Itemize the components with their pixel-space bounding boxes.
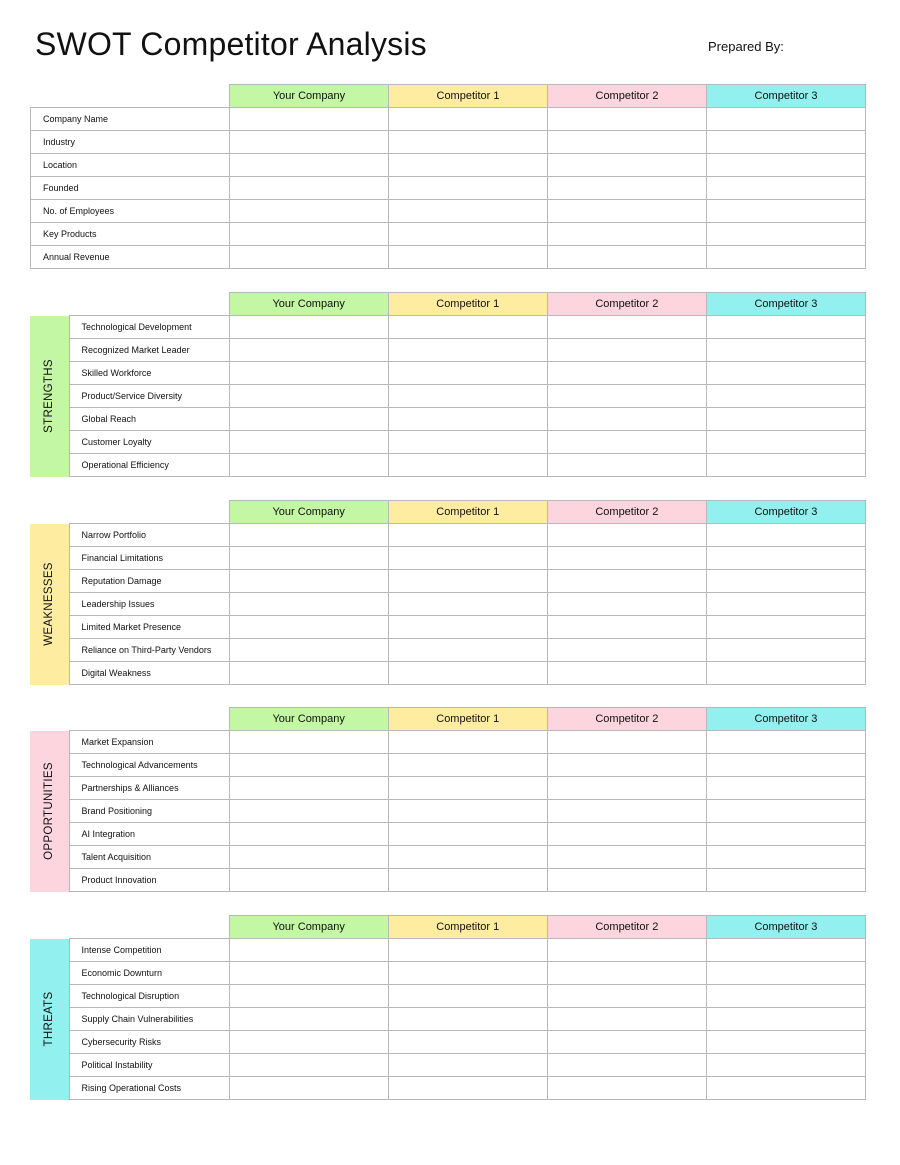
row-label: Cybersecurity Risks <box>69 1031 229 1054</box>
row-label: Key Products <box>31 223 230 246</box>
entry-cell-competitor-3[interactable] <box>706 385 865 408</box>
entry-cell-competitor-2[interactable] <box>547 385 706 408</box>
row-label: Digital Weakness <box>69 662 229 685</box>
table-row <box>30 339 866 362</box>
entry-cell-competitor-3[interactable] <box>706 362 865 385</box>
entry-cell-competitor-1[interactable] <box>388 547 547 570</box>
entry-cell-your-company[interactable] <box>229 408 388 431</box>
entry-cell-competitor-3[interactable] <box>706 800 865 823</box>
entry-cell-competitor-3[interactable] <box>706 339 865 362</box>
header-your-company: Your Company <box>229 916 388 939</box>
header-row <box>30 293 866 316</box>
entry-cell-your-company[interactable] <box>229 939 388 962</box>
entry-cell-competitor-2[interactable] <box>547 1054 706 1077</box>
entry-cell-your-company[interactable] <box>229 316 388 339</box>
entry-cell-competitor-1[interactable] <box>388 570 547 593</box>
entry-cell-competitor-3[interactable] <box>707 223 866 246</box>
entry-cell-your-company[interactable] <box>230 131 389 154</box>
info-body <box>31 108 866 269</box>
entry-cell-competitor-2[interactable] <box>547 616 706 639</box>
row-label: Financial Limitations <box>69 547 229 570</box>
entry-cell-competitor-1[interactable] <box>388 985 547 1008</box>
weaknesses-section <box>30 500 866 685</box>
entry-cell-competitor-1[interactable] <box>388 731 547 754</box>
entry-cell-competitor-1[interactable] <box>388 639 547 662</box>
entry-cell-competitor-1[interactable] <box>388 408 547 431</box>
row-label: Product Innovation <box>69 869 229 892</box>
strengths-body <box>30 316 866 477</box>
entry-cell-competitor-1[interactable] <box>389 131 548 154</box>
entry-cell-competitor-1[interactable] <box>388 777 547 800</box>
entry-cell-competitor-2[interactable] <box>547 962 706 985</box>
entry-cell-competitor-2[interactable] <box>548 108 707 131</box>
table-row <box>30 985 866 1008</box>
header-competitor-2: Competitor 2 <box>547 708 706 731</box>
entry-cell-your-company[interactable] <box>229 362 388 385</box>
entry-cell-competitor-3[interactable] <box>706 593 865 616</box>
row-label: Global Reach <box>69 408 229 431</box>
entry-cell-competitor-2[interactable] <box>548 154 707 177</box>
table-row <box>30 524 866 547</box>
entry-cell-competitor-3[interactable] <box>706 823 865 846</box>
entry-cell-competitor-1[interactable] <box>388 431 547 454</box>
table-row <box>30 846 866 869</box>
entry-cell-competitor-2[interactable] <box>547 800 706 823</box>
entry-cell-competitor-1[interactable] <box>388 593 547 616</box>
header-competitor-1: Competitor 1 <box>389 85 548 108</box>
entry-cell-competitor-3[interactable] <box>706 777 865 800</box>
entry-cell-competitor-2[interactable] <box>547 316 706 339</box>
entry-cell-competitor-1[interactable] <box>388 800 547 823</box>
entry-cell-your-company[interactable] <box>229 339 388 362</box>
table-row <box>30 570 866 593</box>
entry-cell-your-company[interactable] <box>229 800 388 823</box>
table-row <box>30 662 866 685</box>
entry-cell-your-company[interactable] <box>229 662 388 685</box>
entry-cell-your-company[interactable] <box>229 731 388 754</box>
table-row <box>30 869 866 892</box>
threats-category-label <box>30 939 69 1100</box>
entry-cell-competitor-2[interactable] <box>547 362 706 385</box>
table-row <box>30 454 866 477</box>
entry-cell-competitor-1[interactable] <box>389 154 548 177</box>
entry-cell-competitor-3[interactable] <box>706 939 865 962</box>
table-row <box>30 385 866 408</box>
entry-cell-your-company[interactable] <box>229 616 388 639</box>
entry-cell-competitor-3[interactable] <box>706 547 865 570</box>
entry-cell-competitor-3[interactable] <box>706 454 865 477</box>
row-label: Leadership Issues <box>69 593 229 616</box>
entry-cell-competitor-2[interactable] <box>547 731 706 754</box>
entry-cell-competitor-3[interactable] <box>707 200 866 223</box>
opportunities-category-label <box>30 731 69 892</box>
table-row <box>31 246 866 269</box>
row-label: Product/Service Diversity <box>69 385 229 408</box>
entry-cell-competitor-2[interactable] <box>547 593 706 616</box>
entry-cell-competitor-1[interactable] <box>388 362 547 385</box>
entry-cell-your-company[interactable] <box>230 108 389 131</box>
strengths-table <box>30 292 866 477</box>
table-row <box>31 177 866 200</box>
entry-cell-competitor-3[interactable] <box>707 246 866 269</box>
table-row <box>30 800 866 823</box>
entry-cell-competitor-3[interactable] <box>706 616 865 639</box>
category-text: STRENGTHS <box>43 359 56 433</box>
table-row <box>31 154 866 177</box>
entry-cell-competitor-1[interactable] <box>388 316 547 339</box>
entry-cell-competitor-3[interactable] <box>706 1077 865 1100</box>
row-label: Customer Loyalty <box>69 431 229 454</box>
row-label: Market Expansion <box>69 731 229 754</box>
header-blank <box>30 293 229 316</box>
table-row <box>31 223 866 246</box>
entry-cell-competitor-2[interactable] <box>547 1031 706 1054</box>
row-label: AI Integration <box>69 823 229 846</box>
header-competitor-3: Competitor 3 <box>707 85 866 108</box>
entry-cell-competitor-1[interactable] <box>388 1008 547 1031</box>
entry-cell-competitor-2[interactable] <box>547 570 706 593</box>
strengths-section <box>30 292 866 477</box>
table-row <box>30 939 866 962</box>
table-row <box>30 1031 866 1054</box>
entry-cell-competitor-1[interactable] <box>388 454 547 477</box>
entry-cell-your-company[interactable] <box>229 962 388 985</box>
entry-cell-competitor-2[interactable] <box>547 662 706 685</box>
row-label: Narrow Portfolio <box>69 524 229 547</box>
entry-cell-competitor-1[interactable] <box>389 246 548 269</box>
entry-cell-competitor-1[interactable] <box>388 1054 547 1077</box>
header-your-company: Your Company <box>229 501 388 524</box>
header-row <box>31 85 866 108</box>
row-label: Location <box>31 154 230 177</box>
entry-cell-competitor-3[interactable] <box>706 869 865 892</box>
company-info-table <box>30 84 866 269</box>
entry-cell-competitor-1[interactable] <box>388 754 547 777</box>
row-label: Founded <box>31 177 230 200</box>
entry-cell-competitor-1[interactable] <box>388 339 547 362</box>
entry-cell-competitor-3[interactable] <box>706 1054 865 1077</box>
company-info-section <box>30 84 866 269</box>
row-label: Annual Revenue <box>31 246 230 269</box>
entry-cell-competitor-1[interactable] <box>388 385 547 408</box>
entry-cell-competitor-1[interactable] <box>388 524 547 547</box>
entry-cell-competitor-2[interactable] <box>547 846 706 869</box>
entry-cell-competitor-3[interactable] <box>706 316 865 339</box>
entry-cell-competitor-3[interactable] <box>706 754 865 777</box>
header-competitor-1: Competitor 1 <box>388 916 547 939</box>
entry-cell-competitor-2[interactable] <box>547 777 706 800</box>
entry-cell-competitor-2[interactable] <box>547 431 706 454</box>
table-row <box>30 962 866 985</box>
entry-cell-competitor-3[interactable] <box>706 1008 865 1031</box>
header-row <box>30 916 866 939</box>
entry-cell-competitor-3[interactable] <box>706 639 865 662</box>
entry-cell-competitor-1[interactable] <box>389 177 548 200</box>
header-competitor-1: Competitor 1 <box>388 293 547 316</box>
row-label: Economic Downturn <box>69 962 229 985</box>
entry-cell-competitor-2[interactable] <box>547 339 706 362</box>
row-label: Recognized Market Leader <box>69 339 229 362</box>
weaknesses-category-label <box>30 524 69 685</box>
entry-cell-competitor-3[interactable] <box>706 1031 865 1054</box>
row-label: Brand Positioning <box>69 800 229 823</box>
row-label: No. of Employees <box>31 200 230 223</box>
header-competitor-3: Competitor 3 <box>706 708 865 731</box>
entry-cell-competitor-3[interactable] <box>706 524 865 547</box>
entry-cell-competitor-2[interactable] <box>547 639 706 662</box>
entry-cell-your-company[interactable] <box>229 431 388 454</box>
entry-cell-competitor-2[interactable] <box>547 823 706 846</box>
threats-section <box>30 915 866 1100</box>
row-label: Intense Competition <box>69 939 229 962</box>
table-row <box>31 131 866 154</box>
entry-cell-your-company[interactable] <box>229 1031 388 1054</box>
header-competitor-2: Competitor 2 <box>547 501 706 524</box>
row-label: Technological Development <box>69 316 229 339</box>
entry-cell-competitor-1[interactable] <box>388 662 547 685</box>
entry-cell-your-company[interactable] <box>229 823 388 846</box>
row-label: Operational Efficiency <box>69 454 229 477</box>
entry-cell-competitor-3[interactable] <box>707 108 866 131</box>
entry-cell-your-company[interactable] <box>229 639 388 662</box>
row-label: Reputation Damage <box>69 570 229 593</box>
entry-cell-your-company[interactable] <box>230 246 389 269</box>
header-blank <box>30 708 229 731</box>
entry-cell-competitor-1[interactable] <box>388 869 547 892</box>
table-row <box>30 408 866 431</box>
header-your-company: Your Company <box>230 85 389 108</box>
row-label: Technological Disruption <box>69 985 229 1008</box>
entry-cell-your-company[interactable] <box>229 777 388 800</box>
row-label: Supply Chain Vulnerabilities <box>69 1008 229 1031</box>
entry-cell-your-company[interactable] <box>229 846 388 869</box>
header-your-company: Your Company <box>229 293 388 316</box>
entry-cell-competitor-2[interactable] <box>547 547 706 570</box>
category-text: OPPORTUNITIES <box>43 762 56 860</box>
opportunities-body <box>30 731 866 892</box>
table-row <box>30 754 866 777</box>
table-row <box>30 823 866 846</box>
entry-cell-your-company[interactable] <box>230 177 389 200</box>
entry-cell-competitor-1[interactable] <box>388 823 547 846</box>
entry-cell-competitor-3[interactable] <box>706 962 865 985</box>
entry-cell-competitor-3[interactable] <box>707 154 866 177</box>
entry-cell-competitor-3[interactable] <box>707 131 866 154</box>
entry-cell-your-company[interactable] <box>229 1054 388 1077</box>
header-competitor-3: Competitor 3 <box>706 501 865 524</box>
entry-cell-your-company[interactable] <box>230 223 389 246</box>
entry-cell-competitor-3[interactable] <box>706 731 865 754</box>
entry-cell-competitor-1[interactable] <box>389 223 548 246</box>
entry-cell-your-company[interactable] <box>229 547 388 570</box>
table-row <box>30 547 866 570</box>
table-row <box>30 1077 866 1100</box>
entry-cell-your-company[interactable] <box>229 985 388 1008</box>
row-label: Technological Advancements <box>69 754 229 777</box>
entry-cell-competitor-1[interactable] <box>388 846 547 869</box>
category-text: WEAKNESSES <box>43 562 56 646</box>
header-competitor-2: Competitor 2 <box>548 85 707 108</box>
table-row <box>30 777 866 800</box>
entry-cell-competitor-3[interactable] <box>706 846 865 869</box>
table-row <box>31 200 866 223</box>
entry-cell-your-company[interactable] <box>229 524 388 547</box>
header-competitor-2: Competitor 2 <box>547 293 706 316</box>
entry-cell-your-company[interactable] <box>229 869 388 892</box>
entry-cell-competitor-3[interactable] <box>706 408 865 431</box>
table-row <box>30 1008 866 1031</box>
table-row <box>30 731 866 754</box>
entry-cell-competitor-2[interactable] <box>547 1008 706 1031</box>
header-competitor-1: Competitor 1 <box>388 501 547 524</box>
table-row <box>30 616 866 639</box>
entry-cell-competitor-2[interactable] <box>547 939 706 962</box>
weaknesses-body <box>30 524 866 685</box>
entry-cell-your-company[interactable] <box>229 454 388 477</box>
row-label: Partnerships & Alliances <box>69 777 229 800</box>
table-row <box>31 108 866 131</box>
entry-cell-competitor-2[interactable] <box>548 223 707 246</box>
header-row <box>30 501 866 524</box>
table-row <box>30 431 866 454</box>
header-competitor-3: Competitor 3 <box>706 916 865 939</box>
entry-cell-competitor-1[interactable] <box>388 616 547 639</box>
entry-cell-your-company[interactable] <box>229 1077 388 1100</box>
header-competitor-3: Competitor 3 <box>706 293 865 316</box>
entry-cell-competitor-2[interactable] <box>548 131 707 154</box>
header-competitor-1: Competitor 1 <box>388 708 547 731</box>
entry-cell-competitor-2[interactable] <box>548 200 707 223</box>
table-row <box>30 639 866 662</box>
row-label: Reliance on Third-Party Vendors <box>69 639 229 662</box>
entry-cell-competitor-2[interactable] <box>547 454 706 477</box>
header-blank <box>31 85 230 108</box>
entry-cell-competitor-1[interactable] <box>389 108 548 131</box>
strengths-category-label <box>30 316 69 477</box>
entry-cell-competitor-2[interactable] <box>548 246 707 269</box>
opportunities-section <box>30 707 866 892</box>
table-row <box>30 362 866 385</box>
header-blank <box>30 501 229 524</box>
entry-cell-competitor-1[interactable] <box>389 200 548 223</box>
row-label: Company Name <box>31 108 230 131</box>
entry-cell-competitor-2[interactable] <box>547 754 706 777</box>
entry-cell-competitor-3[interactable] <box>706 570 865 593</box>
threats-body <box>30 939 866 1100</box>
category-text: THREATS <box>43 991 56 1047</box>
opportunities-table <box>30 707 866 892</box>
header-row <box>30 708 866 731</box>
row-label: Industry <box>31 131 230 154</box>
row-label: Skilled Workforce <box>69 362 229 385</box>
entry-cell-competitor-2[interactable] <box>547 1077 706 1100</box>
entry-cell-competitor-1[interactable] <box>388 1077 547 1100</box>
row-label: Rising Operational Costs <box>69 1077 229 1100</box>
entry-cell-your-company[interactable] <box>230 200 389 223</box>
header-your-company: Your Company <box>229 708 388 731</box>
table-row <box>30 593 866 616</box>
weaknesses-table <box>30 500 866 685</box>
entry-cell-competitor-1[interactable] <box>388 1031 547 1054</box>
table-row <box>30 1054 866 1077</box>
header-blank <box>30 916 229 939</box>
entry-cell-competitor-2[interactable] <box>547 524 706 547</box>
entry-cell-competitor-2[interactable] <box>547 869 706 892</box>
entry-cell-competitor-3[interactable] <box>706 985 865 1008</box>
table-row <box>30 316 866 339</box>
page-title: SWOT Competitor Analysis <box>35 26 427 62</box>
entry-cell-your-company[interactable] <box>229 570 388 593</box>
entry-cell-your-company[interactable] <box>229 593 388 616</box>
row-label: Limited Market Presence <box>69 616 229 639</box>
entry-cell-your-company[interactable] <box>230 154 389 177</box>
entry-cell-your-company[interactable] <box>229 754 388 777</box>
entry-cell-competitor-3[interactable] <box>706 662 865 685</box>
entry-cell-your-company[interactable] <box>229 385 388 408</box>
prepared-by-label: Prepared By: <box>708 39 784 54</box>
entry-cell-competitor-3[interactable] <box>706 431 865 454</box>
entry-cell-competitor-1[interactable] <box>388 939 547 962</box>
entry-cell-competitor-2[interactable] <box>547 985 706 1008</box>
entry-cell-competitor-1[interactable] <box>388 962 547 985</box>
threats-table <box>30 915 866 1100</box>
entry-cell-competitor-2[interactable] <box>548 177 707 200</box>
entry-cell-your-company[interactable] <box>229 1008 388 1031</box>
row-label: Political Instability <box>69 1054 229 1077</box>
row-label: Talent Acquisition <box>69 846 229 869</box>
entry-cell-competitor-2[interactable] <box>547 408 706 431</box>
header-competitor-2: Competitor 2 <box>547 916 706 939</box>
entry-cell-competitor-3[interactable] <box>707 177 866 200</box>
